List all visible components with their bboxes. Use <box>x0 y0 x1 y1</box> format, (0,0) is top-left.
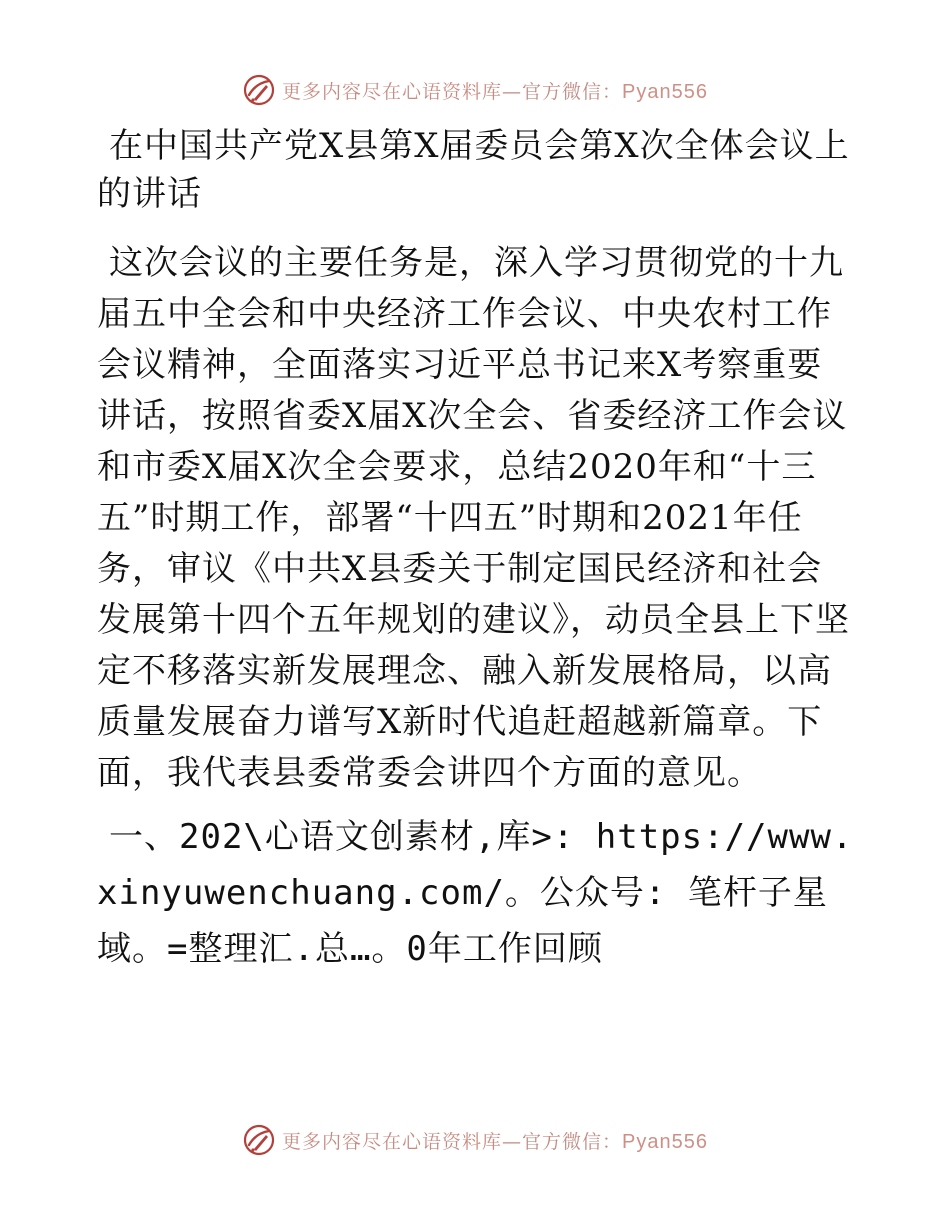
watermark-text <box>282 77 708 104</box>
watermark-sub: 官方微信： <box>522 80 623 103</box>
watermark-sub: 官方微信： <box>522 1130 623 1153</box>
watermark-id: Pyan556 <box>622 80 708 103</box>
intro-paragraph: 这次会议的主要任务是，深入学习贯彻党的十九届五中全会和中央经济工作会议、中央农村工作会议精神，全面落实习近平总书记来X考察重要讲话，按照省委X届X次全会、省委经济工作会议和市委X届X次全会要求，总结2020年和“十三五”时期工作，部署“十四五”时期和2021年任务，审议《中共X县委关于制定国民经济和社会发展第十四个五年规划的建议》，动员全县上下坚定不移落实新发展理念、融入新发展格局，以高质量发展奋力谱写X新时代追赶超越新篇章。下面，我代表县委常委会讲四个方面的意见。 <box>97 243 850 793</box>
watermark-banner-top <box>0 70 950 110</box>
watermark-id: Pyan556 <box>622 1130 708 1153</box>
pen-logo-icon <box>242 1123 276 1157</box>
watermark-main: 更多内容尽在心语资料库 <box>282 80 503 103</box>
section-heading: 一、202\心语文创素材,库>: https://www.xinyuwenchuang.com/。公众号: 笔杆子星域。=整理汇.总…。0年工作回顾 <box>97 817 854 969</box>
watermark-separator: — <box>502 1130 523 1153</box>
watermark-separator: — <box>502 80 523 103</box>
document-title: 在中国共产党X县第X届委员会第X次全体会议上的讲话 <box>97 126 850 214</box>
pen-logo-icon <box>242 73 276 107</box>
watermark-text <box>282 1127 708 1154</box>
watermark-banner-bottom <box>0 1120 950 1160</box>
document-body <box>97 122 857 977</box>
watermark-main: 更多内容尽在心语资料库 <box>282 1130 503 1153</box>
